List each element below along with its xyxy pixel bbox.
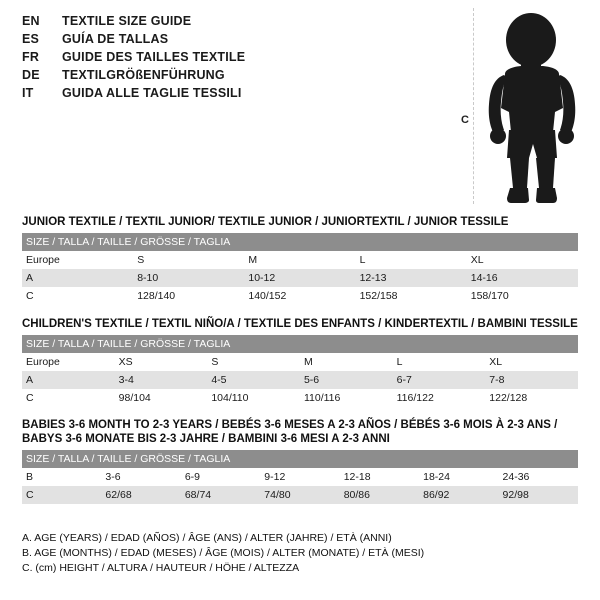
language-code-it: IT [22, 86, 34, 100]
language-code-es: ES [22, 32, 40, 46]
babies-row-c-v3: 74/80 [264, 489, 291, 501]
childrens-header-label: SIZE / TALLA / TAILLE / GRÖSSE / TAGLIA [26, 338, 231, 350]
legend-block [22, 531, 578, 576]
babies-table-header-row [22, 450, 578, 468]
junior-row-a-v3: 12-13 [359, 272, 387, 284]
babies-row-c-v4: 80/86 [343, 489, 370, 501]
babies-row-b-v2: 6-9 [184, 471, 201, 483]
language-row-de [22, 68, 442, 86]
junior-row-c-v3: 152/158 [359, 290, 398, 302]
language-title-es: GUÍA DE TALLAS [62, 32, 169, 46]
childrens-row-c-v1: 98/104 [118, 392, 151, 404]
language-title-de: TEXTILGRÖßENFÜHRUNG [62, 68, 225, 82]
babies-row-b-v6: 24-36 [502, 471, 530, 483]
junior-row-europe-v1: S [137, 254, 145, 266]
childrens-row-c-v4: 116/122 [396, 392, 434, 404]
childrens-row-a-v2: 4-5 [211, 374, 227, 386]
height-marker-label: C [461, 114, 469, 126]
babies-row-c-label: C [26, 489, 34, 501]
childrens-row-a-v4: 6-7 [396, 374, 412, 386]
junior-row-a-v4: 14-16 [470, 272, 498, 284]
legend-line-c: C. (cm) HEIGHT / ALTURA / HAUTEUR / HÖHE / ALTEZZA [22, 562, 300, 574]
language-title-fr: GUIDE DES TAILLES TEXTILE [62, 50, 246, 64]
table-row [22, 389, 578, 407]
childrens-row-c-v2: 104/110 [211, 392, 249, 404]
babies-header-label: SIZE / TALLA / TAILLE / GRÖSSE / TAGLIA [26, 453, 231, 465]
junior-row-europe-label: Europe [26, 254, 60, 266]
childrens-row-a-v5: 7-8 [489, 374, 505, 386]
section-childrens-title: CHILDREN'S TEXTILE / TEXTIL NIÑO/A / TEXTILE DES ENFANTS / KINDERTEXTIL / BAMBINI TESSILE [22, 318, 578, 330]
childrens-row-europe-v4: L [396, 356, 403, 368]
childrens-row-europe-v2: S [211, 356, 219, 368]
babies-row-c-v5: 86/92 [423, 489, 450, 501]
babies-row-b-v1: 3-6 [105, 471, 121, 483]
language-code-en: EN [22, 14, 40, 28]
childrens-row-a-label: A [26, 374, 34, 386]
language-title-block [22, 14, 442, 104]
junior-row-a-v2: 10-12 [248, 272, 276, 284]
table-row [22, 269, 578, 287]
table-row [22, 251, 578, 269]
section-babies-title [22, 418, 578, 446]
babies-row-b-v4: 12-18 [343, 471, 371, 483]
junior-row-c-v1: 128/140 [137, 290, 176, 302]
legend-line-b: B. AGE (MONTHS) / EDAD (MESES) / ÂGE (MOIS) / ALTER (MONATE) / ETÀ (MESI) [22, 547, 425, 559]
childrens-table-header-row [22, 335, 578, 353]
babies-row-b-v3: 9-12 [264, 471, 286, 483]
table-row [22, 371, 578, 389]
language-row-it [22, 86, 442, 104]
childrens-row-europe-v3: M [303, 356, 313, 368]
junior-row-a-label: A [26, 272, 34, 284]
table-row [22, 486, 578, 504]
childrens-row-a-v3: 5-6 [303, 374, 320, 386]
childrens-row-c-v3: 110/116 [303, 392, 341, 404]
babies-row-c-v2: 68/74 [184, 489, 212, 501]
junior-size-table [22, 233, 578, 305]
childrens-row-c-label: C [26, 392, 34, 404]
junior-header-label: SIZE / TALLA / TAILLE / GRÖSSE / TAGLIA [26, 236, 231, 248]
section-babies-title-line2: BABYS 3-6 MONATE BIS 2-3 JAHRE / BAMBINI 3-6 MESI A 2-3 ANNI [22, 433, 390, 445]
junior-row-europe-v2: M [248, 254, 258, 266]
junior-row-a-v1: 8-10 [137, 272, 159, 284]
junior-row-c-v2: 140/152 [248, 290, 287, 302]
table-row [22, 468, 578, 486]
childrens-row-europe-v1: XS [118, 356, 133, 368]
babies-row-b-v5: 18-24 [423, 471, 450, 483]
section-babies-title-line1: BABIES 3-6 MONTH TO 2-3 YEARS / BEBÉS 3-6 MESES A 2-3 AÑOS / BÉBÉS 3-6 MOIS À 2-3 ANS / [22, 419, 558, 431]
language-title-it: GUIDA ALLE TAGLIE TESSILI [62, 86, 242, 100]
junior-row-europe-v3: L [359, 254, 366, 266]
childrens-row-europe-v5: XL [489, 356, 503, 368]
language-row-es [22, 32, 442, 50]
table-row [22, 353, 578, 371]
childrens-row-a-v1: 3-4 [118, 374, 134, 386]
junior-table-header-row [22, 233, 578, 251]
junior-row-europe-v4: XL [470, 254, 484, 266]
section-junior-title: JUNIOR TEXTILE / TEXTIL JUNIOR/ TEXTILE JUNIOR / JUNIORTEXTIL / JUNIOR TESSILE [22, 216, 509, 228]
babies-size-table [22, 450, 578, 504]
language-code-fr: FR [22, 50, 40, 64]
legend-line-a: A. AGE (YEARS) / EDAD (AÑOS) / ÂGE (ANS) / ALTER (JAHRE) / ETÀ (ANNI) [22, 532, 392, 544]
babies-row-c-v1: 62/68 [105, 489, 132, 501]
section-babies-textile [22, 418, 578, 504]
language-row-fr [22, 50, 442, 68]
childrens-row-c-v5: 122/128 [489, 392, 528, 404]
section-childrens-textile [22, 317, 578, 407]
junior-row-c-v4: 158/170 [470, 290, 509, 302]
toddler-silhouette-icon [477, 12, 587, 209]
table-row [22, 287, 578, 305]
language-row-en [22, 14, 442, 32]
childrens-size-table [22, 335, 578, 407]
language-title-en: TEXTILE SIZE GUIDE [62, 14, 192, 28]
height-dashed-line [473, 8, 474, 204]
babies-row-c-v6: 92/98 [502, 489, 529, 501]
language-code-de: DE [22, 68, 40, 82]
section-junior-textile [22, 215, 578, 305]
junior-row-c-label: C [26, 290, 34, 302]
childrens-row-europe-label: Europe [26, 356, 60, 368]
height-measure-figure [445, 8, 595, 208]
babies-row-b-label: B [26, 471, 34, 483]
